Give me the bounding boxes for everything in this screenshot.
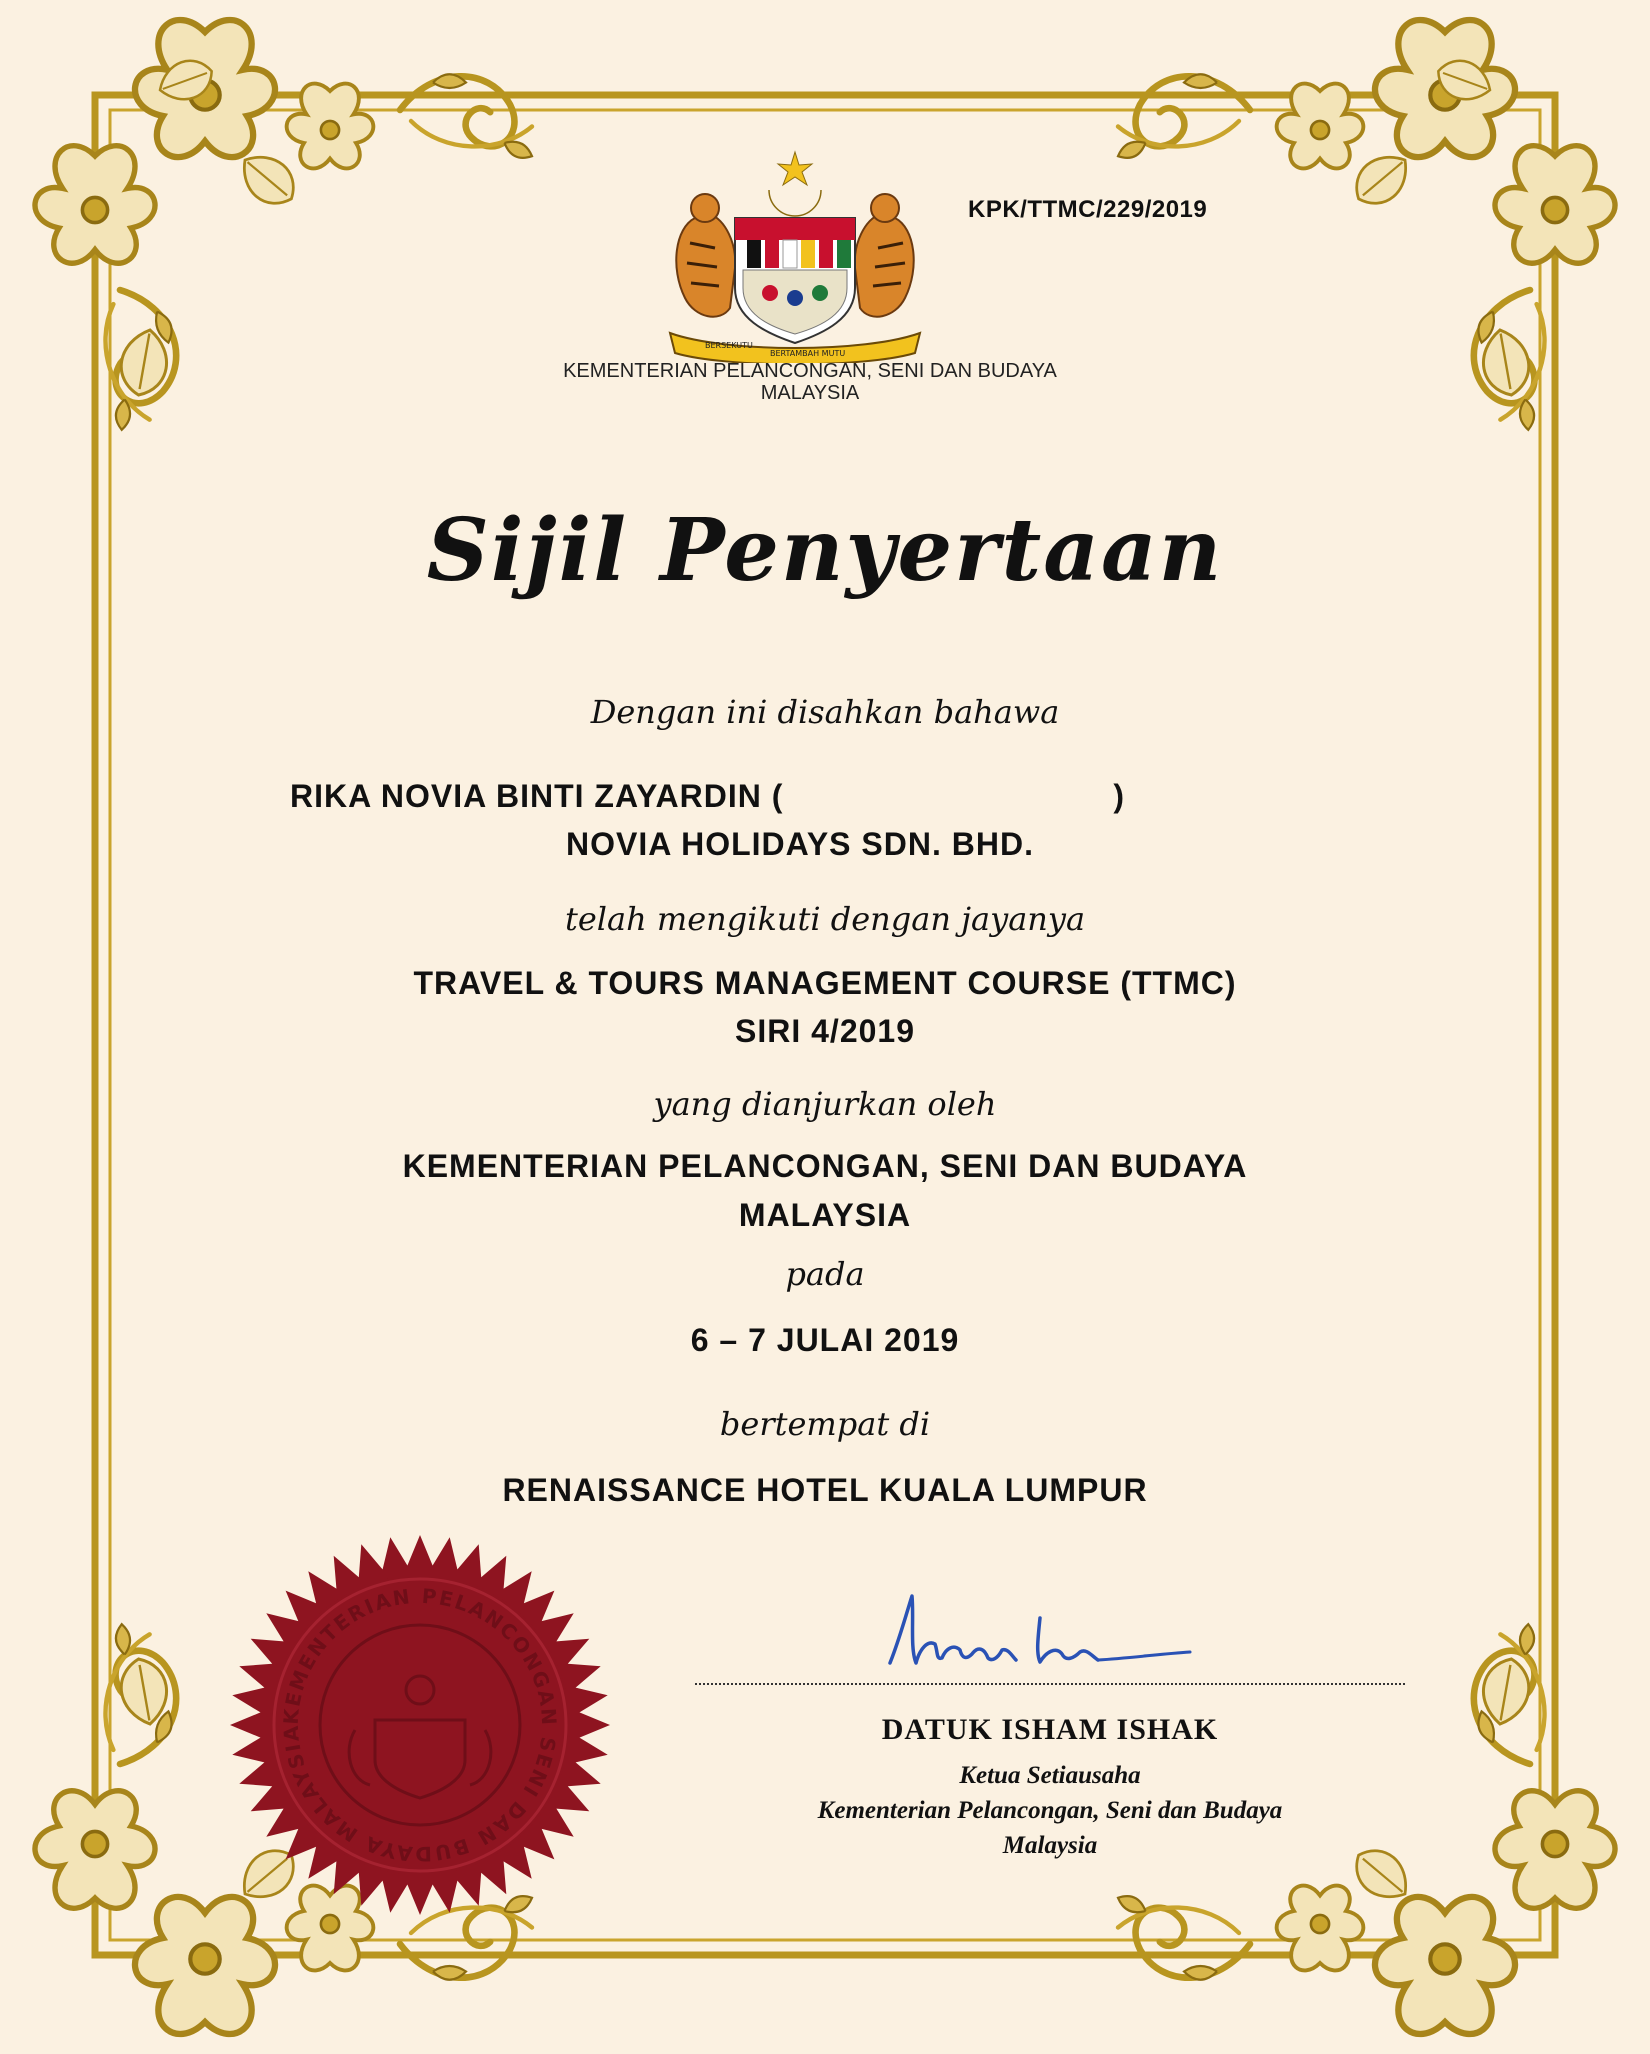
participant-company: NOVIA HOLIDAYS SDN. BHD. — [566, 826, 1034, 862]
reference-number: KPK/TTMC/229/2019 — [968, 196, 1208, 223]
course-series: SIRI 4/2019 — [735, 1013, 915, 1049]
organizer-line2: MALAYSIA — [738, 1197, 912, 1233]
signature-line — [695, 1683, 1405, 1685]
crest-motto-bottom: BERTAMBAH MUTU — [770, 349, 846, 358]
venue-name: RENAISSANCE HOTEL KUALA LUMPUR — [502, 1472, 1148, 1508]
ministry-header — [425, 360, 1195, 404]
signatory-position: Ketua Setiausaha — [959, 1762, 1141, 1789]
seal-text: KEMENTERIAN PELANCONGAN SENI DAN BUDAYA MALAYSIA — [278, 1583, 562, 1867]
completed-text: telah mengikuti dengan jayanya — [564, 900, 1086, 938]
red-wax-seal — [225, 1530, 615, 1920]
participant-name: RIKA NOVIA BINTI ZAYARDIN ( — [290, 778, 784, 814]
ministry-header-line2: MALAYSIA — [760, 382, 860, 404]
signatory-country: Malaysia — [1002, 1832, 1098, 1859]
handwritten-signature — [880, 1578, 1200, 1688]
ministry-header-line1: KEMENTERIAN PELANCONGAN, SENI DAN BUDAYA — [563, 360, 1057, 382]
signatory-ministry: Kementerian Pelancongan, Seni dan Budaya — [817, 1797, 1283, 1824]
certify-text: Dengan ini disahkan bahawa — [590, 693, 1060, 731]
venue-text: bertempat di — [719, 1405, 931, 1443]
participant-name-close: ) — [1113, 778, 1126, 814]
crest-motto-left: BERSEKUTU — [705, 341, 753, 350]
on-text: pada — [785, 1255, 865, 1293]
participant-name-line — [290, 778, 1290, 815]
signatory-name: DATUK ISHAM ISHAK — [881, 1713, 1219, 1746]
course-name: TRAVEL & TOURS MANAGEMENT COURSE (TTMC) — [413, 965, 1237, 1001]
coat-of-arms-emblem — [665, 148, 925, 363]
organizer-line1: KEMENTERIAN PELANCONGAN, SENI DAN BUDAYA — [402, 1148, 1248, 1184]
certificate-title: Sijil Penyertaan — [426, 500, 1224, 601]
event-date: 6 – 7 JULAI 2019 — [690, 1322, 960, 1358]
organized-text: yang dianjurkan oleh — [653, 1085, 997, 1123]
